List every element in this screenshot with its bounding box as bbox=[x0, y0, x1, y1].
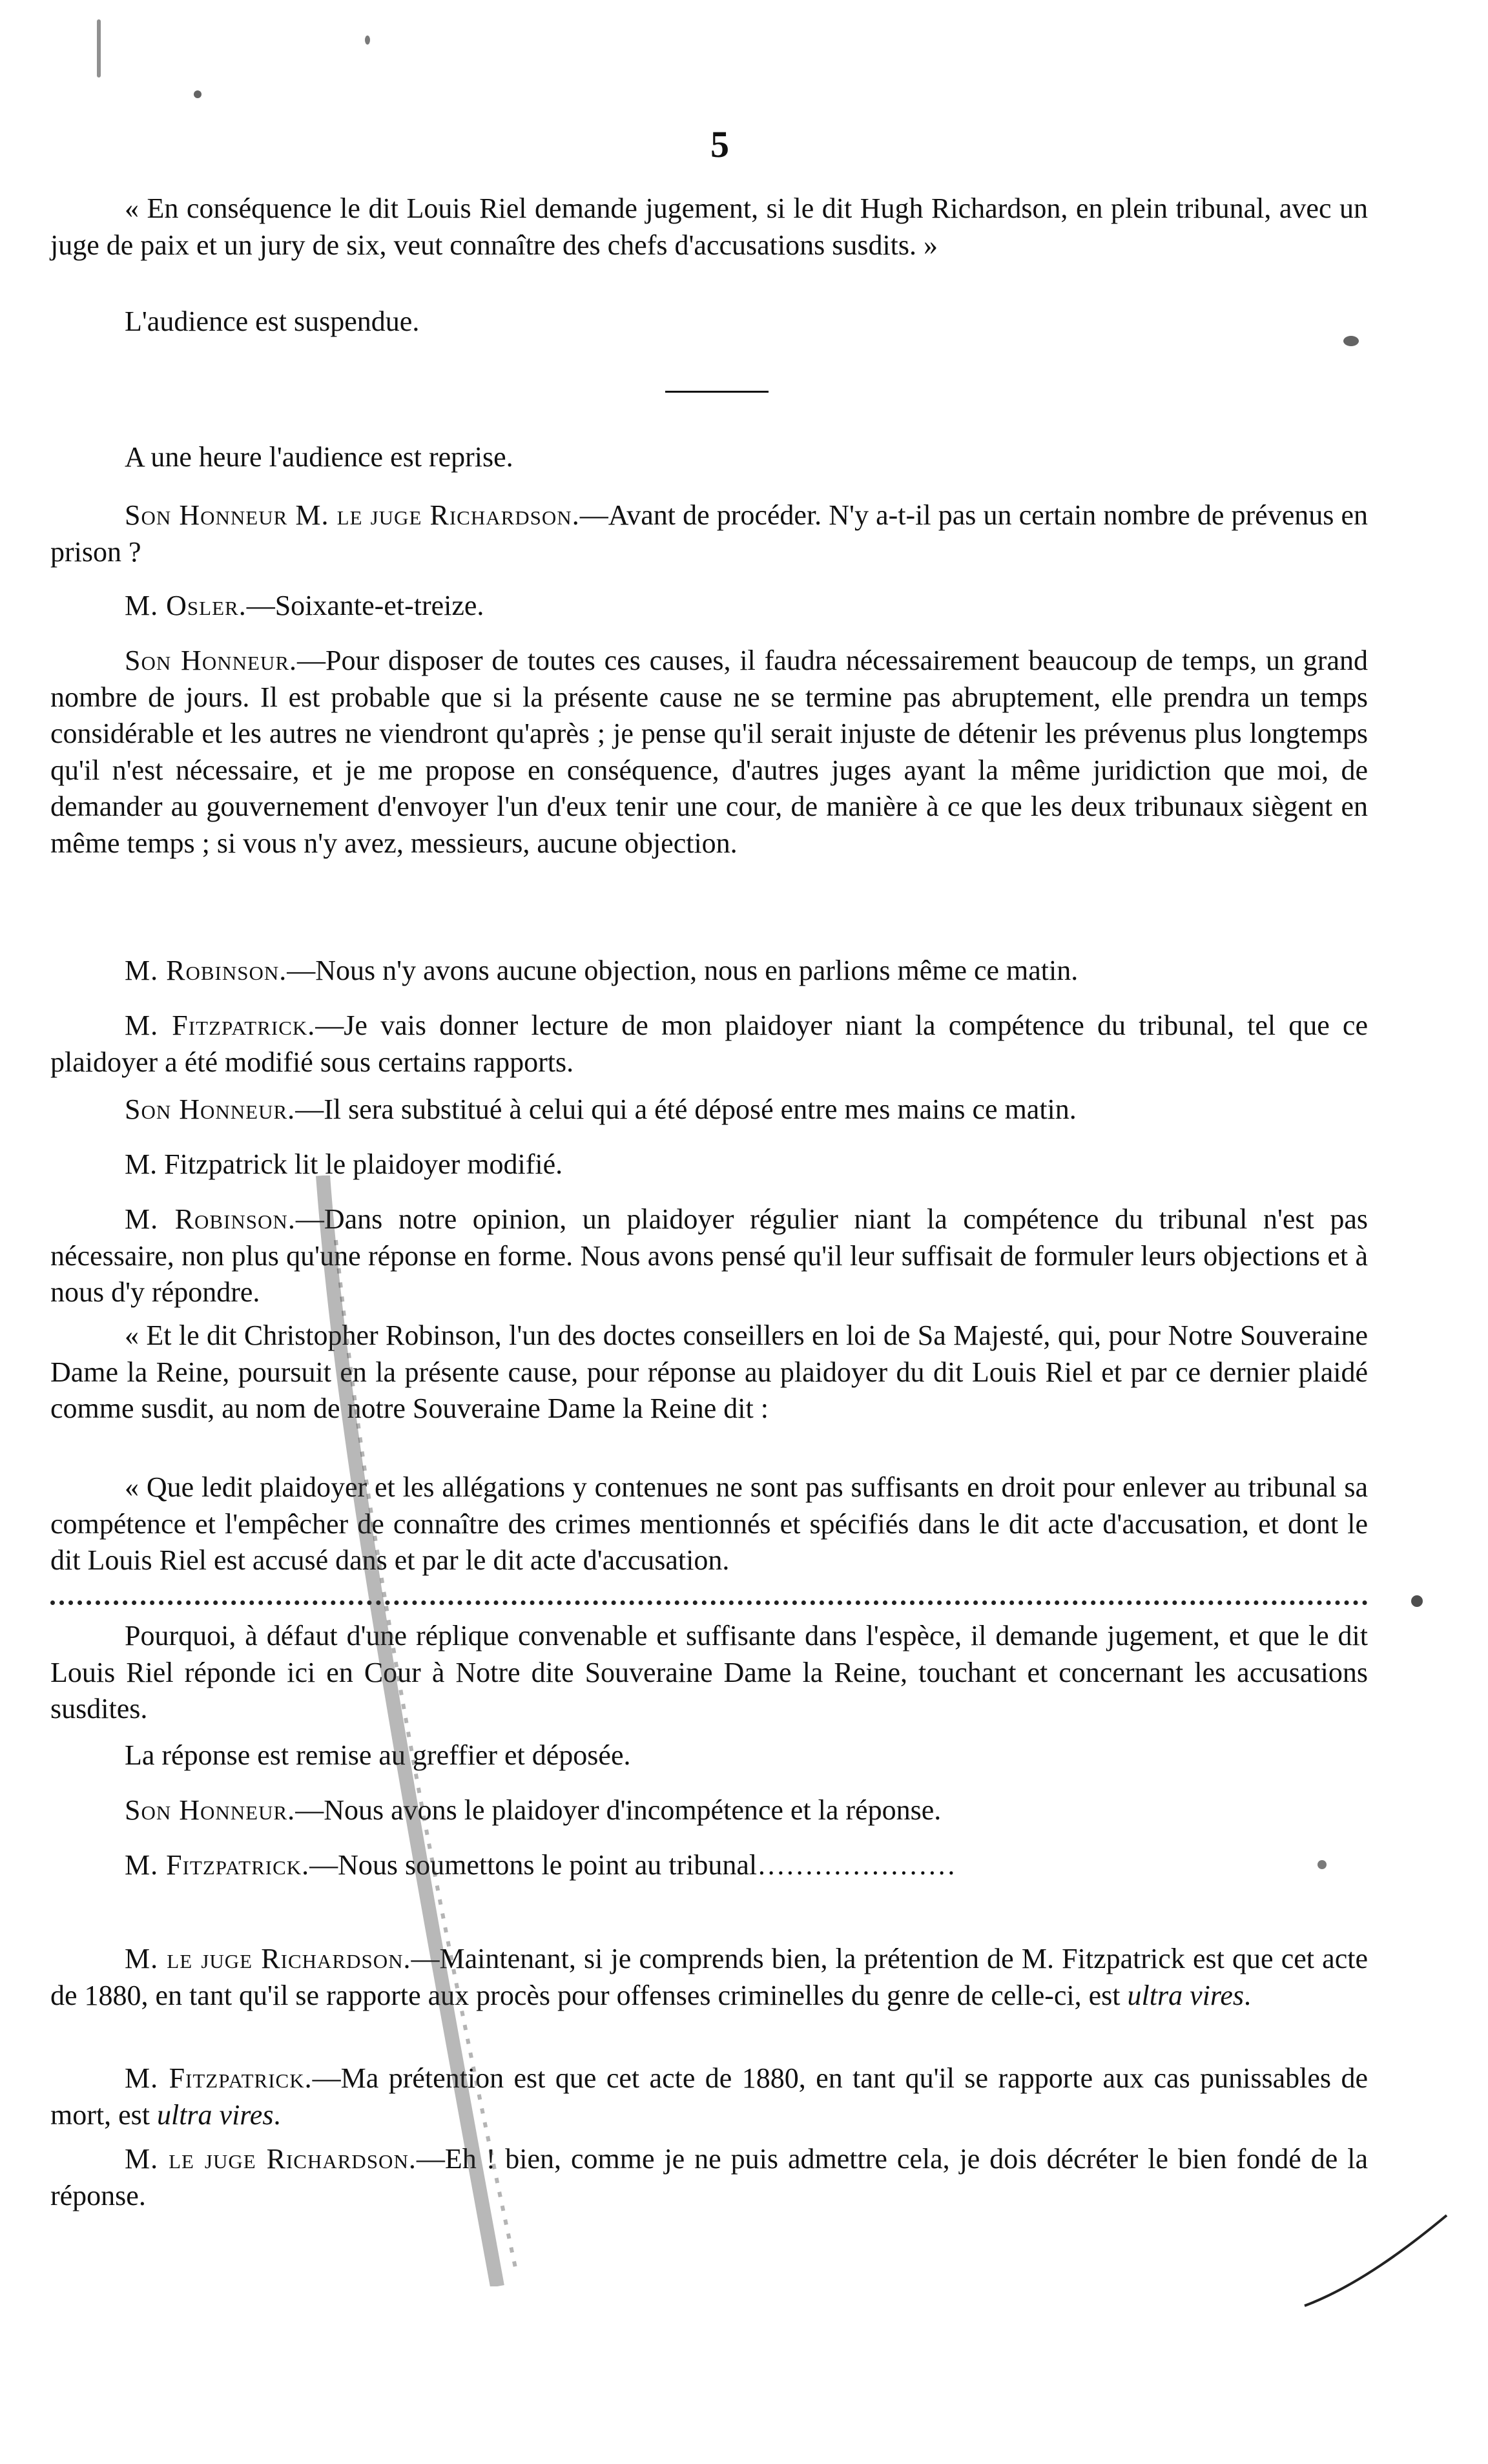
scan-speck bbox=[365, 36, 370, 45]
paragraph-fitzpatrick-lit: M. Fitzpatrick lit le plaidoyer modifié. bbox=[125, 1148, 563, 1180]
dotted-rule bbox=[50, 1600, 1368, 1605]
speaker-name: Son Honneur M. le juge Richardson. bbox=[125, 499, 580, 531]
scan-speck bbox=[1343, 336, 1359, 346]
paragraph-plaidoyer-insuffisant: « Que ledit plaidoyer et les allégations y contenues ne sont pas suffisants en droit pour enlever au tribunal sa compétence et l'empêcher de connaître des crimes mentionnés et spécifiés dans le dit acte d'accusation, et dont le dit Louis Riel est accusé dans et par le dit acte d'accusation. bbox=[50, 1471, 1368, 1576]
scan-speck bbox=[97, 19, 101, 78]
dialogue-richardson-2 bbox=[50, 1941, 1368, 2014]
page-number: 5 bbox=[710, 123, 729, 165]
scan-streak-artifact bbox=[284, 1175, 555, 2286]
speaker-name: M. Robinson. bbox=[125, 1203, 296, 1235]
speaker-name: Son Honneur. bbox=[125, 1794, 296, 1826]
dialogue-richardson-1 bbox=[50, 497, 1368, 570]
speaker-name: M. Fitzpatrick. bbox=[125, 1009, 316, 1041]
speaker-name: Son Honneur. bbox=[125, 1093, 296, 1125]
speech-text: —Eh ! bien, comme je ne puis admettre cela, je dois décréter le bien fondé de la réponse. bbox=[50, 2143, 1368, 2211]
dialogue-son-honneur-1 bbox=[50, 643, 1368, 862]
speech-end: . bbox=[1244, 1979, 1251, 2011]
speaker-name: M. Robinson. bbox=[125, 955, 287, 986]
paragraph-audience-reprise: A une heure l'audience est reprise. bbox=[125, 441, 513, 473]
speaker-name: M. le juge Richardson. bbox=[125, 1943, 411, 1974]
speech-text: —Soixante-et-treize. bbox=[246, 590, 484, 621]
speaker-name: M. le juge Richardson. bbox=[125, 2143, 417, 2175]
dialogue-osler bbox=[50, 588, 1368, 625]
paragraph-demande-jugement: « En conséquence le dit Louis Riel demande jugement, si le dit Hugh Richardson, en plein tribunal, avec un juge de paix et un jury de six, veut connaître des chefs d'accusations susdits. » bbox=[50, 192, 1368, 261]
speech-text: —Ma prétention est que cet acte de 1880, en tant qu'il se rapporte aux cas punissables de mort, est bbox=[50, 2062, 1369, 2131]
paragraph-reponse-remise: La réponse est remise au greffier et déposée. bbox=[125, 1739, 631, 1771]
speech-text: —Nous avons le plaidoyer d'incompétence et la réponse. bbox=[295, 1794, 942, 1826]
paragraph-audience-suspendue: L'audience est suspendue. bbox=[125, 305, 420, 337]
speech-text: —Avant de procéder. N'y a-t-il pas un certain nombre de prévenus en prison ? bbox=[50, 499, 1369, 568]
dialogue-son-honneur-3 bbox=[50, 1792, 1368, 1829]
scan-speck bbox=[194, 90, 202, 98]
scan-speck bbox=[1411, 1595, 1423, 1607]
dialogue-fitzpatrick-3 bbox=[50, 2060, 1368, 2133]
speech-text: —Nous soumettons le point au tribunal………………… bbox=[309, 1849, 956, 1881]
dialogue-richardson-3 bbox=[50, 2141, 1368, 2214]
dialogue-fitzpatrick-1 bbox=[50, 1008, 1368, 1081]
scan-mark-artifact bbox=[1279, 2196, 1472, 2325]
latin-term: ultra vires bbox=[156, 2098, 274, 2131]
section-separator bbox=[665, 391, 769, 393]
speech-text: —Pour disposer de toutes ces causes, il faudra nécessairement beaucoup de temps, un grand nombre de jours. Il est probable que si la présente cause ne se termine pas abruptement, elle prendra un temps considérable et les autres ne viendront qu'après ; je pense qu'il serait injuste de détenir les prévenus plus longtemps qu'il n'est nécessaire, et je me propose en conséquence, d'autres juges ayant la même juridiction que moi, de demander au gouvernement d'envoyer l'un d'eux tenir une cour, de manière à ce que les deux tribunaux siègent en même temps ; si vous n'y avez, messieurs, aucune objection. bbox=[50, 645, 1368, 859]
dialogue-fitzpatrick-2 bbox=[50, 1847, 1368, 1884]
speech-text: —Maintenant, si je comprends bien, la prétention de M. Fitzpatrick est que cet acte de 1880, en tant qu'il se rapporte aux procès pour offenses criminelles du genre de celle-ci, est bbox=[50, 1943, 1368, 2011]
speech-end: . bbox=[273, 2098, 281, 2131]
speaker-name: M. Fitzpatrick. bbox=[125, 2062, 313, 2094]
scan-speck bbox=[1318, 1860, 1327, 1869]
dialogue-robinson-1 bbox=[50, 953, 1368, 989]
latin-term: ultra vires bbox=[1127, 1979, 1244, 2011]
speech-text: —Dans notre opinion, un plaidoyer régulier niant la compétence du tribunal n'est pas nécessaire, non plus qu'une réponse en forme. Nous avons pensé qu'il leur suffisait de formuler leurs objections et à nous d'y répondre. bbox=[50, 1203, 1368, 1308]
paragraph-reponse-robinson: « Et le dit Christopher Robinson, l'un des doctes conseillers en loi de Sa Majesté, qui, pour Notre Souveraine Dame la Reine, poursuit en la présente cause, pour réponse au plaidoyer du dit Louis Riel et par ce dernier plaidé comme susdit, au nom de notre Souveraine Dame la Reine dit : bbox=[50, 1320, 1368, 1424]
dialogue-son-honneur-2 bbox=[50, 1092, 1368, 1128]
dialogue-robinson-2 bbox=[50, 1201, 1368, 1311]
speaker-name: M. Fitzpatrick. bbox=[125, 1849, 310, 1881]
speaker-name: Son Honneur. bbox=[125, 645, 297, 676]
speech-text: —Nous n'y avons aucune objection, nous en parlions même ce matin. bbox=[287, 955, 1079, 986]
speaker-name: M. Osler. bbox=[125, 590, 247, 621]
speech-text: —Il sera substitué à celui qui a été déposé entre mes mains ce matin. bbox=[295, 1093, 1077, 1125]
paragraph-pourquoi: Pourquoi, à défaut d'une réplique convenable et suffisante dans l'espèce, il demande jugement, et que le dit Louis Riel réponde ici en Cour à Notre dite Souveraine Dame la Reine, touchant et concernant les accusations susdites. bbox=[50, 1620, 1368, 1724]
speech-text: —Je vais donner lecture de mon plaidoyer niant la compétence du tribunal, tel que ce plaidoyer a été modifié sous certains rapports. bbox=[50, 1009, 1368, 1078]
